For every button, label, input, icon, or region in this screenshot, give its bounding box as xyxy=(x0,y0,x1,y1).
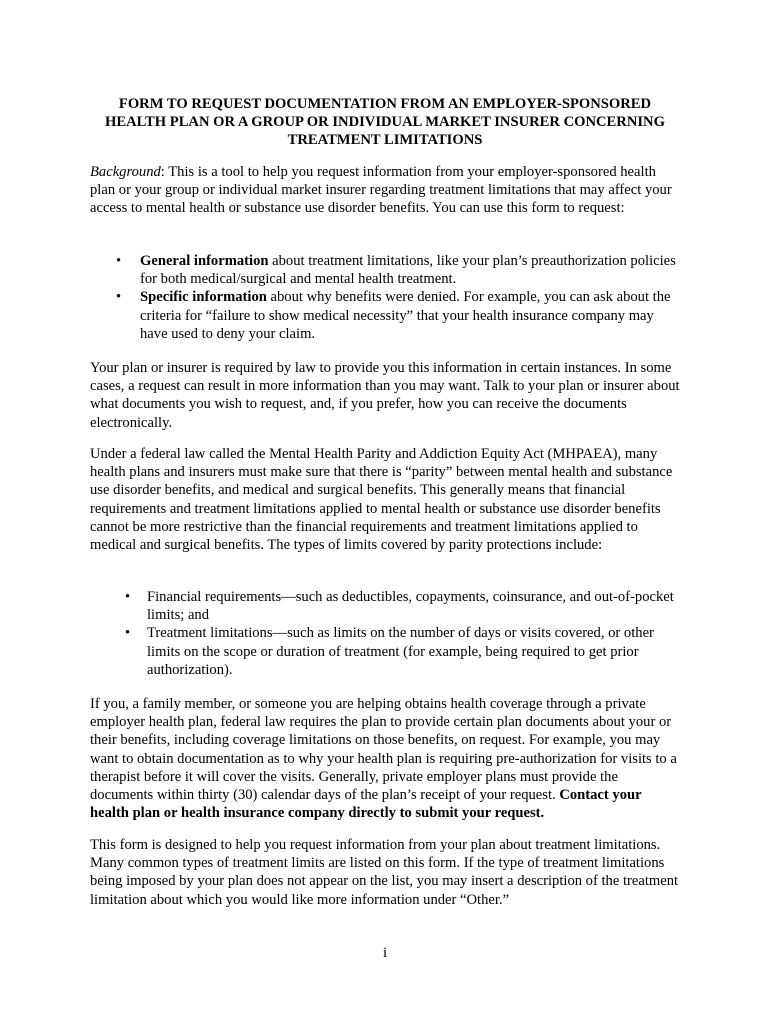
list-item xyxy=(116,252,680,288)
bullet-bold-label: General information xyxy=(140,253,269,269)
page-number: i xyxy=(382,945,388,961)
title-line-2: HEALTH PLAN OR A GROUP OR INDIVIDUAL MARKET INSURER CONCERNING xyxy=(105,114,665,130)
list-item xyxy=(116,288,680,343)
title-line-1: FORM TO REQUEST DOCUMENTATION FROM AN EMPLOYER-SPONSORED xyxy=(118,96,652,112)
background-label: Background xyxy=(90,164,161,180)
page-title xyxy=(90,95,680,149)
required-paragraph: Your plan or insurer is required by law to provide you this information in certain instances. In some cases, a request can result in more information than you may want. Talk to your plan or insurer about what documents you wish to request, and, if you prefer, how you can receive the documents electronically. xyxy=(90,360,680,431)
contact-instruction: Contact your health plan or health insurance company directly to submit your request. xyxy=(90,787,642,822)
list-item xyxy=(125,624,675,679)
request-bullet-list xyxy=(116,252,680,343)
bullet-text: Financial requirements—such as deductibles, copayments, coinsurance, and out-of-pocket limits; and xyxy=(147,589,674,624)
bullet-icon: • xyxy=(116,253,122,269)
bullet-icon: • xyxy=(116,289,122,306)
mhpaea-paragraph: Under a federal law called the Mental Health Parity and Addiction Equity Act (MHPAEA), many health plans and insurers must make sure that there is “parity” between mental health and substance use disorder benefits, and medical and surgical benefits. This generally means that financial requirements and treatment limitations applied to mental health or substance use disorder benefits cannot be more restrictive than the financial requirements and treatment limitations applied to medical and surgical benefits. The types of limits covered by parity protections include: xyxy=(90,446,673,554)
bullet-text: about why benefits were denied. For example, you can ask about the criteria for “failure to show medical necessity” that your health insurance company may have used to deny your claim. xyxy=(140,289,671,342)
family-text: If you, a family member, or someone you are helping obtains health coverage through a private employer health plan, federal law requires the plan to provide certain plan documents about your or their benefits, including coverage limitations on those benefits, on request. For example, you may want to obtain documentation as to why your health plan is requiring pre-authorization for visits to a therapist before it will cover the visits. Generally, private employer plans must provide the documents within thirty (30) calendar days of the plan’s receipt of your request. xyxy=(90,696,677,804)
list-item xyxy=(125,588,675,624)
bullet-text: Treatment limitations—such as limits on the number of days or visits covered, or other limits on the scope or duration of treatment (for example, being required to get prior authorization). xyxy=(147,625,654,678)
family-paragraph xyxy=(90,695,682,822)
form-purpose-paragraph: This form is designed to help you request information from your plan about treatment limitations. Many common types of treatment limits are listed on this form. If the type of treatment limitations being imposed by your plan does not appear on the list, you may insert a description of the treatment limitation about which you would like more information under “Other.” xyxy=(90,837,679,908)
background-text: : This is a tool to help you request information from your employer-sponsored health plan or your group or individual market insurer regarding treatment limitations that may affect your access to mental health or substance use disorder benefits. You can use this form to request: xyxy=(90,164,672,217)
parity-bullet-list xyxy=(125,588,675,679)
bullet-icon: • xyxy=(125,625,131,642)
bullet-icon: • xyxy=(125,589,131,605)
title-line-3: TREATMENT LIMITATIONS xyxy=(287,132,483,148)
background-paragraph xyxy=(90,163,682,218)
bullet-text: about treatment limitations, like your plan’s preauthorization policies for both medical/surgical and mental health treatment. xyxy=(140,253,676,288)
bullet-bold-label: Specific information xyxy=(140,289,267,306)
